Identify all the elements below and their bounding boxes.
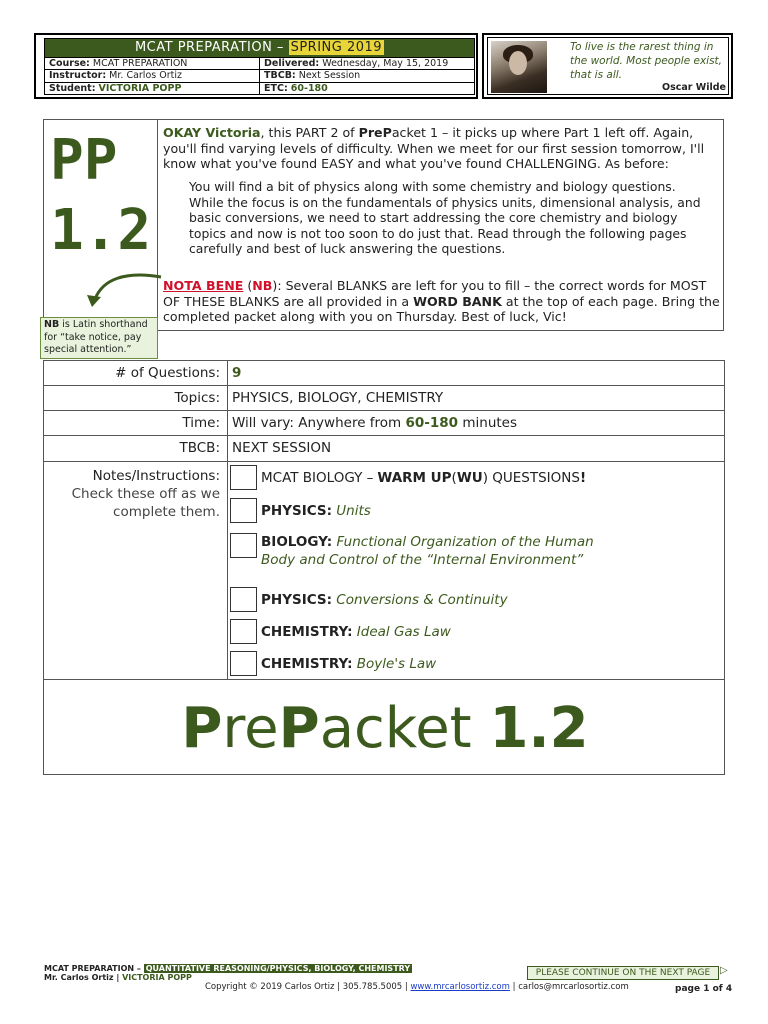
- row-time: Time: Will vary: Anywhere from 60-180 minutes: [43, 410, 725, 436]
- prepacket-title-box: [43, 679, 725, 775]
- checklist-item-warmup[interactable]: MCAT BIOLOGY – WARM UP ( WU ) QUESTSIONS !: [230, 465, 586, 490]
- checklist-item-chemistry-ideal-gas[interactable]: CHEMISTRY: Ideal Gas Law: [230, 619, 451, 644]
- row-notes: Notes/Instructions: Check these off as we complete them.: [43, 461, 725, 680]
- course-value: MCAT PREPARATION: [92, 58, 188, 69]
- nota-bene-paragraph: NOTA BENE (NB): Several BLANKS are left for you to fill – the correct words for MOST OF THESE BLANKS are all provided in a WORD BANK at the top of each page. Bring the completed packet along with you on Thursday. Best of luck, Vic!: [163, 278, 720, 324]
- quote-author: Oscar Wilde: [662, 82, 726, 93]
- continue-next-page-banner: PLEASE CONTINUE ON THE NEXT PAGE: [527, 966, 719, 980]
- checklist-item-physics-units[interactable]: PHYSICS: Units: [230, 498, 371, 523]
- header-row-student: Student: VICTORIA POPP ETC: 60-180: [45, 82, 474, 94]
- website-link[interactable]: www.mrcarlosortiz.com: [410, 982, 510, 992]
- checklist-item-physics-conversions[interactable]: PHYSICS: Conversions & Continuity: [230, 587, 508, 612]
- pp-badge-line2: 1.2: [50, 198, 152, 263]
- tbcb-table-value: NEXT SESSION: [232, 440, 332, 456]
- row-questions: # of Questions: 9: [43, 360, 725, 386]
- checkbox[interactable]: [230, 465, 257, 490]
- topics-value: PHYSICS, BIOLOGY, CHEMISTRY: [232, 390, 444, 406]
- student-value: VICTORIA POPP: [98, 82, 182, 94]
- checkbox[interactable]: [230, 533, 257, 558]
- pp-badge-line1: PP: [50, 128, 118, 193]
- footer-names: Mr. Carlos Ortiz | VICTORIA POPP: [44, 973, 192, 982]
- header-title-highlight: SPRING 2019: [290, 40, 383, 55]
- checkbox[interactable]: [230, 587, 257, 612]
- intro-paragraph: OKAY Victoria, this PART 2 of PrePacket 1 – it picks up where Part 1 left off. Again, you'll find varying levels of difficulty. When we meet for our first session tomorrow, I'll know what you've found EASY and what you've found CHALLENGING. As before:: [163, 125, 705, 171]
- questions-value: 9: [232, 365, 242, 381]
- time-value: Will vary: Anywhere from 60-180 minutes: [232, 415, 518, 431]
- checkbox[interactable]: [230, 651, 257, 676]
- footer-copyright: Copyright © 2019 Carlos Ortiz | 305.785.5005 | www.mrcarlosortiz.com | carlos@mrcarlosortiz.com: [205, 982, 629, 992]
- nb-note-callout: NB is Latin shorthand for “take notice, pay special attention.”: [40, 317, 158, 359]
- quote-text: To live is the rarest thing in the world. Most people exist, that is all.: [570, 41, 723, 81]
- curved-arrow-icon: [85, 265, 165, 309]
- header-table: [44, 38, 475, 95]
- header-title: MCAT PREPARATION – SPRING 2019: [45, 39, 474, 57]
- instructor-value: Mr. Carlos Ortiz: [109, 70, 182, 82]
- prepacket-title: PrePacket 1.2: [181, 696, 589, 761]
- checklist-item-chemistry-boyle[interactable]: CHEMISTRY: Boyle's Law: [230, 651, 436, 676]
- tbcb-value: Next Session: [298, 70, 361, 82]
- intro-indented-paragraph: You will find a bit of physics along with some chemistry and biology questions. While the focus is on the fundamentals of physics units, dimensional analysis, and basic conversions, we need to start addressing the core chemistry and biology topics and now is not too soon to do just that. Read through the following pages carefully and best of luck answering the questions.: [189, 179, 701, 257]
- header-row-course: Course: MCAT PREPARATION Delivered: Wednesday, May 15, 2019: [45, 57, 474, 69]
- etc-value: 60-180: [290, 82, 328, 94]
- triangle-right-icon: ▷: [720, 965, 728, 976]
- row-topics: Topics: PHYSICS, BIOLOGY, CHEMISTRY: [43, 385, 725, 411]
- footer-topic-tag: QUANTITATIVE REASONING/PHYSICS, BIOLOGY, CHEMISTRY: [145, 964, 411, 973]
- row-tbcb: TBCB: NEXT SESSION: [43, 435, 725, 462]
- author-portrait: [491, 41, 547, 93]
- checkbox[interactable]: [230, 498, 257, 523]
- footer-course: MCAT PREPARATION – QUANTITATIVE REASONING/PHYSICS, BIOLOGY, CHEMISTRY: [44, 964, 411, 973]
- header-row-instructor: Instructor: Mr. Carlos Ortiz TBCB: Next Session: [45, 69, 474, 81]
- delivered-value: Wednesday, May 15, 2019: [322, 58, 449, 69]
- page-number: page 1 of 4: [675, 984, 733, 994]
- checkbox[interactable]: [230, 619, 257, 644]
- checklist-item-biology[interactable]: BIOLOGY: Functional Organization of the Human Body and Control of the “Internal Environment”: [230, 533, 594, 569]
